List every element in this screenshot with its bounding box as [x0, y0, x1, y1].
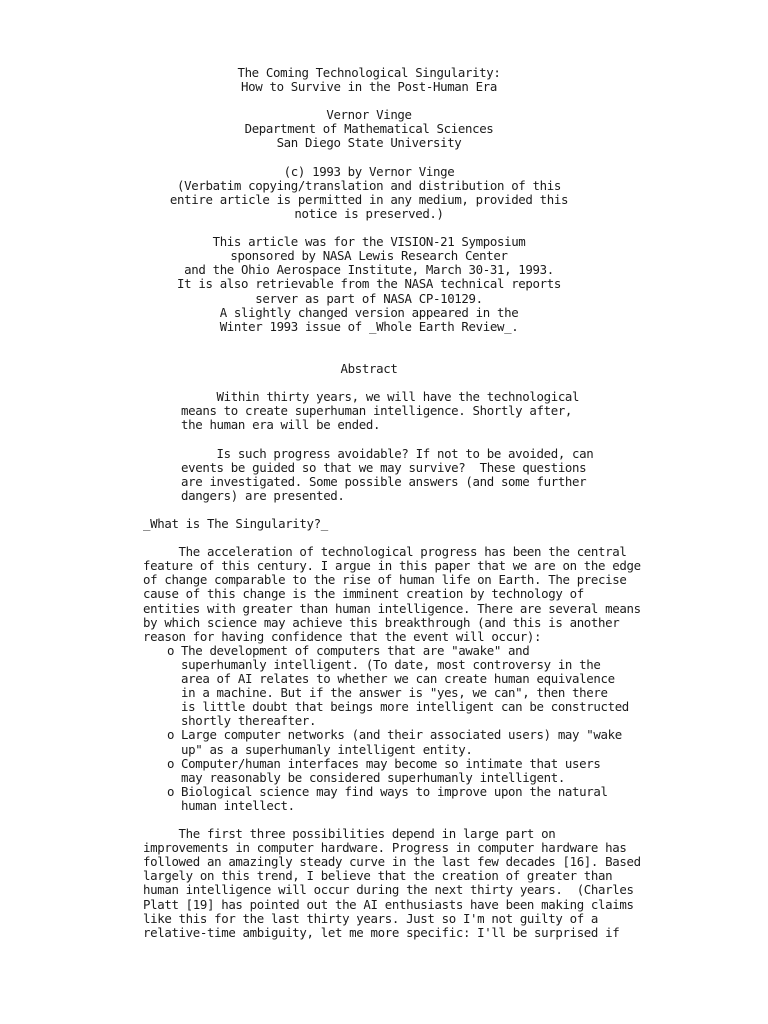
section-p1-line: The acceleration of technological progress has been the central: [143, 544, 627, 560]
title-block: [143, 66, 595, 94]
list-item-line: Computer/human interfaces may become so intimate that users: [181, 755, 601, 771]
copyright-line-3: entire article is permitted in any medium, provided this: [169, 191, 569, 207]
section-heading: _What is The Singularity?_: [143, 516, 328, 531]
title-line-2: How to Survive in the Post-Human Era: [241, 79, 497, 95]
bullet-marker: o: [167, 727, 175, 743]
section-p2-line: human intelligence will occur during the next thirty years. (Charles: [143, 882, 634, 898]
section-p1-line: entities with greater than human intelligence. There are several means: [143, 600, 641, 616]
list-item-line: Large computer networks (and their associated users) may "wake: [181, 727, 622, 743]
abstract-p2-line: events be guided so that we may survive? These questions: [181, 459, 587, 475]
author-name: Vernor Vinge: [326, 107, 412, 123]
list-item: [143, 757, 683, 785]
section-p1-line: cause of this change is the imminent creation by technology of: [143, 586, 584, 602]
list-item: [143, 785, 683, 813]
abstract-p2-line: are investigated. Some possible answers (and some further: [181, 473, 587, 489]
copyright-block: [143, 165, 595, 221]
list-item-line: shortly thereafter.: [181, 713, 317, 729]
note-line-2: sponsored by NASA Lewis Research Center: [230, 248, 508, 264]
author-university: San Diego State University: [276, 135, 462, 151]
copyright-line-2: (Verbatim copying/translation and distribution of this: [177, 177, 561, 193]
note-line-6: A slightly changed version appeared in the: [219, 304, 519, 320]
note-line-5: server as part of NASA CP-10129.: [255, 290, 483, 306]
note-line-7: Winter 1993 issue of _Whole Earth Review_.: [219, 318, 519, 334]
list-item-line: in a machine. But if the answer is "yes, we can", then there: [181, 685, 608, 701]
abstract-p1-line: the human era will be ended.: [181, 417, 381, 433]
bullet-marker: o: [167, 755, 175, 771]
abstract-heading: Abstract: [340, 360, 398, 376]
note-line-3: and the Ohio Aerospace Institute, March 30-31, 1993.: [184, 262, 554, 278]
abstract-paragraph-2: [143, 447, 683, 503]
abstract-p1-line: Within thirty years, we will have the technological: [181, 389, 580, 405]
section-p1-line: reason for having confidence that the event will occur):: [143, 628, 542, 644]
section-p1-line: of change comparable to the rise of human life on Earth. The precise: [143, 572, 627, 588]
author-block: [143, 108, 595, 150]
section-p2-line: largely on this trend, I believe that the creation of greater than: [143, 868, 613, 884]
possibilities-list: [143, 644, 683, 813]
note-line-4: It is also retrievable from the NASA technical reports: [177, 276, 561, 292]
abstract-p2-line: Is such progress avoidable? If not to be avoided, can: [181, 445, 594, 461]
section-paragraph-1: [143, 545, 683, 644]
list-item: [143, 728, 683, 756]
list-item-line: may reasonably be considered superhumanly intelligent.: [181, 769, 565, 785]
document-page: [143, 66, 683, 940]
section-p2-line: like this for the last thirty years. Just so I'm not guilty of a: [143, 910, 599, 926]
list-item-line: The development of computers that are "awake" and: [181, 642, 530, 658]
list-item-line: Biological science may find ways to improve upon the natural: [181, 783, 608, 799]
list-item-line: superhumanly intelligent. (To date, most controversy in the: [181, 656, 601, 672]
section-p2-line: The first three possibilities depend in large part on: [143, 826, 556, 842]
author-department: Department of Mathematical Sciences: [244, 121, 494, 137]
section-p2-line: improvements in computer hardware. Progress in computer hardware has: [143, 840, 627, 856]
abstract-p2-line: dangers) are presented.: [181, 487, 345, 503]
list-item: [143, 644, 683, 729]
bullet-marker: o: [167, 783, 175, 799]
note-line-1: This article was for the VISION-21 Symposium: [212, 234, 526, 250]
list-item-line: human intellect.: [181, 797, 295, 813]
copyright-line-4: notice is preserved.): [294, 205, 444, 221]
list-item-line: up" as a superhumanly intelligent entity.: [181, 741, 473, 757]
section-paragraph-2: [143, 827, 683, 940]
abstract-p1-line: means to create superhuman intelligence. Shortly after,: [181, 403, 573, 419]
section-p1-line: feature of this century. I argue in this paper that we are on the edge: [143, 558, 641, 574]
bullet-marker: o: [167, 642, 175, 658]
abstract-paragraph-1: [143, 390, 683, 432]
symposium-note-block: [143, 235, 595, 334]
title-line-1: The Coming Technological Singularity:: [237, 65, 501, 80]
section-p2-line: followed an amazingly steady curve in the last few decades [16]. Based: [143, 854, 641, 870]
copyright-line-1: (c) 1993 by Vernor Vinge: [283, 163, 455, 179]
section-p2-line: relative-time ambiguity, let me more specific: I'll be surprised if: [143, 924, 620, 940]
section-p1-line: by which science may achieve this breakthrough (and this is another: [143, 614, 620, 630]
section-p2-line: Platt [19] has pointed out the AI enthusiasts have been making claims: [143, 896, 634, 912]
list-item-line: area of AI relates to whether we can create human equivalence: [181, 671, 615, 687]
list-item-line: is little doubt that beings more intelligent can be constructed: [181, 699, 629, 715]
abstract-heading-wrap: [143, 362, 595, 376]
